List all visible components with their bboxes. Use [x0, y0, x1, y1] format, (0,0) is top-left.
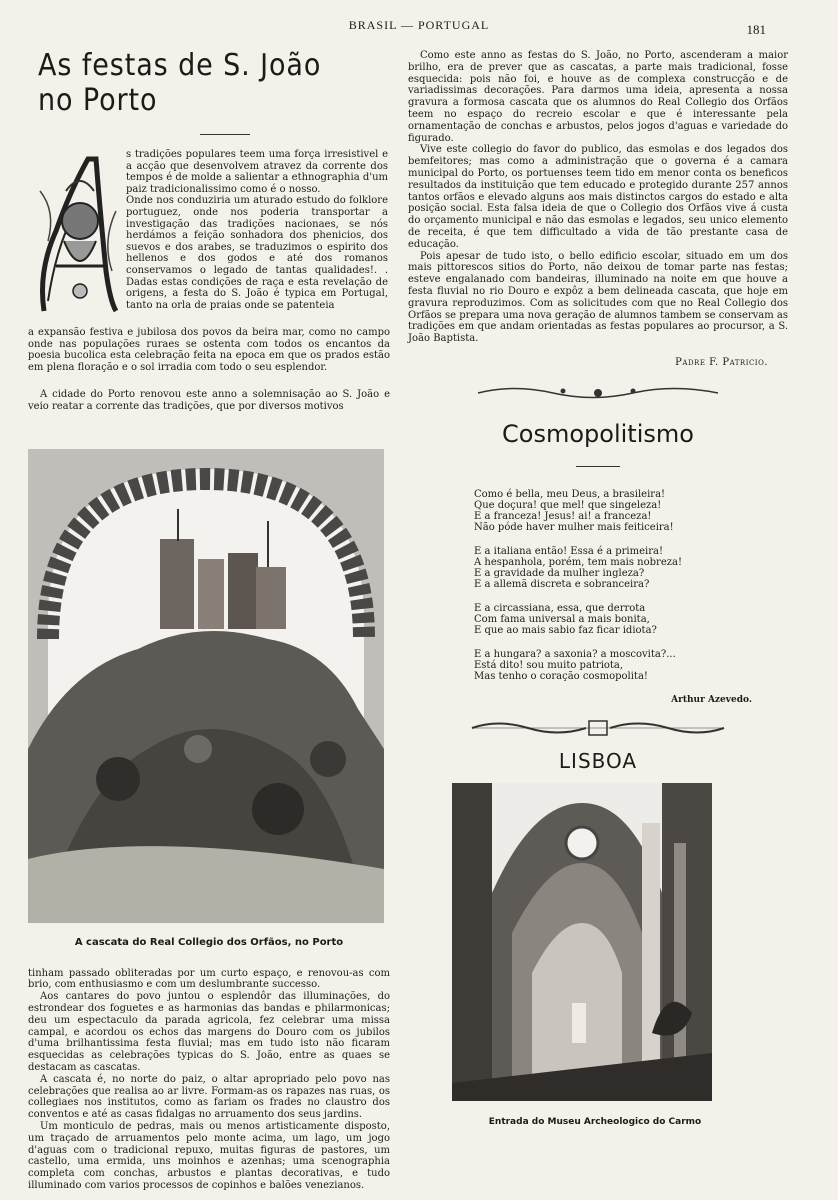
ornament-band	[468, 719, 728, 737]
poem-line: E a allemã discreta e sobranceira?	[474, 578, 650, 590]
poem-line: Mas tenho o coração cosmopolita!	[474, 670, 648, 682]
title-rule	[200, 134, 250, 135]
ornament-divider	[473, 382, 723, 404]
stanza	[474, 489, 788, 533]
carmo-caption: Entrada do Museu Archeologico do Carmo	[488, 1116, 702, 1127]
stanza	[474, 546, 788, 590]
cascata-caption: A cascata do Real Collegio dos Orfãos, no Porto	[74, 936, 344, 948]
left-column	[28, 36, 390, 1192]
poem-line: E a gravidade da mulher ingleza?	[474, 567, 645, 579]
poem-line: E a italiana então! Essa é a primeira!	[474, 545, 663, 557]
article-signature: Padre F. Patricio.	[675, 356, 768, 368]
continued-paragraph: Aos cantares do povo juntou o esplendôr das illuminações, do estrondear dos foguetes e as harmonias das bandas e philarmonicas; deu um espectaculo da parada agricola, fez celebrar uma missa campal, e acordou os echos das margens do Douro com os jubilos d'uma brilhantissima festa fluvial; mas em tudo isto não ficaram esquecidas as celebrações typicas do S. João, entre as quaes se destacam as cascatas.	[28, 991, 390, 1073]
article-title: As festas de S. João no Porto	[38, 48, 322, 118]
poem-line: Que doçura! que mel! que singeleza!	[474, 499, 662, 511]
poem-author: Arthur Azevedo.	[671, 694, 752, 705]
right-paragraph: Como este anno as festas do S. João, no Porto, ascenderam a maior brilho, era de prever que as cascatas, a parte mais tradicional, fosse esquecida: pois não foi, e houve as de complexa construcção e de variadissimas decorações. Para darmos uma ideia, apresenta a nossa gravura a formosa cascata que os alumnos do Real Collegio dos Orfãos teem no espaço do recreio escolar e que é interessante pela ornamentação de conchas e arbustos, pelos jogos d'aguas e variedade do figurado.	[408, 50, 788, 144]
continued-paragraph: tinham passado obliteradas por um curto espaço, e renovou-as com brio, com enthusiasmo e com um deslumbrante successo.	[28, 967, 390, 991]
poem-body	[474, 489, 788, 682]
right-paragraph: Pois apesar de tudo isto, o bello edificio escolar, situado em um dos mais pittorescos sitios do Porto, não deixou de tomar parte nas festas; esteve engalanado com bandeiras, illuminado na noite em que houve a festa fluvial no rio Douro e expôz a bem delineada cascata, que hoje em gravura reproduzimos. Com as solicitudes com que no Real Collegio dos Orfãos se prepara uma nova geração de alumnos tambem se conservam as tradições em que andam orientadas as festas populares ao procursor, a S. João Baptista.	[408, 250, 789, 345]
right-column	[408, 50, 788, 1127]
stanza	[474, 603, 788, 636]
lisboa-title: LISBOA	[558, 748, 638, 773]
poem-line: A hespanhola, porém, tem mais nobreza!	[474, 556, 682, 568]
poem-title: Cosmopolitismo	[502, 419, 694, 448]
continued-paragraph: A cascata é, no norte do paiz, o altar apropriado pelo povo nas celebrações que realisa ao ar livre. Formam-as os rapazes nas ruas, os collegiaes nos institutos, como as fariam os frades no claustro dos conventos e até as casas fidalgas no arruamento dos seus jardins.	[28, 1073, 390, 1121]
continued-paragraph: Um monticulo de pedras, mais ou menos artisticamente disposto, um traçado de arruamentos pelo monte acima, um lago, um jogo d'aguas com o tradicional repuxo, muitas figuras de pastores, um castello, uma ermida, uns moinhos e azenhas; uma scenographia completa com conchas, arbustos e plantas decorativas, e tudo illuminado com varios processos de copinhos e balões venezianos.	[28, 1120, 390, 1191]
continued-text	[28, 968, 390, 1192]
stanza	[474, 649, 788, 682]
poem-line: E que ao mais sabio faz ficar idiota?	[474, 624, 657, 636]
running-title: BRASIL — PORTUGAL	[348, 18, 490, 32]
carmo-museum-photo	[452, 783, 712, 1101]
poem-line: Está dito! sou muito patriota,	[474, 659, 624, 671]
intro-tail-paragraph: a expansão festiva e jubilosa dos povos da beira mar, como no campo onde nas populações ruraes se ostenta com todos os encantos da poesia bucolica esta celebração feita na epoca em que os prados estão em plena floração e o sol irradia com todo o seu esplendor.	[28, 327, 390, 373]
poem-line: E a hungara? a saxonia? a moscovita?...	[474, 648, 676, 660]
poem-line: Não póde haver mulher mais feiticeira!	[474, 521, 674, 533]
paragraph-cidade: A cidade do Porto renovou este anno a solemnisação ao S. João e veio reatar a corrente das tradições, que por diversos motivos	[28, 389, 390, 412]
poem-line: Com fama universal a mais bonita,	[474, 613, 650, 625]
page-number: 181	[746, 22, 766, 37]
intro-block	[28, 149, 390, 379]
poem-line: E a franceza! Jesus! ai! a franceza!	[474, 510, 652, 522]
poem-line: E a circassiana, essa, que derrota	[474, 602, 646, 614]
intro-paragraph: s tradições populares teem uma força irresistivel e a acção que desenvolvem atravez da corrente dos tempos é de molde a salientar a ethnographia d'um paiz tradicionalissimo como é o nosso. Onde nos conduziria um aturado estudo do folklore portuguez, onde nos poderia transportar a investigação das tradições nacionaes, se nós herdámos a feição sonhadora dos phenicios, dos suevos e dos arabes, se traduzimos o espirito dos hellenos e dos godos e até dos romanos conservamos o legado de tantas qualidades!. . Dadas estas condições de raça e esta revelação de origens, a festa do S. João é typica em Portugal, tanto na orla de praias onde se patenteia	[126, 149, 388, 311]
ornamental-initial-a	[36, 151, 120, 321]
right-paragraph: Vive este collegio do favor do publico, das esmolas e dos legados dos bemfeitores; mas como a administração que o governa é a camara municipal do Porto, os portuenses teem tido em menor conta os beneficos resultados da instituição que tem educado e protegido durante 257 annos tantos orfãos e elevado alguns aos mais distinctos cargos do estado e alta posição social. Esta falsa ideia de que o Collegio dos Orfãos vive á custa do orçamento municipal e não das esmolas e legados, seu unico elemento de receita, é que tem difficultado a vida de tão prestante casa de educação.	[408, 144, 788, 250]
poem-line: Como é bella, meu Deus, a brasileira!	[474, 488, 666, 500]
cascata-photo	[28, 449, 384, 923]
poem-title-rule	[576, 466, 620, 467]
